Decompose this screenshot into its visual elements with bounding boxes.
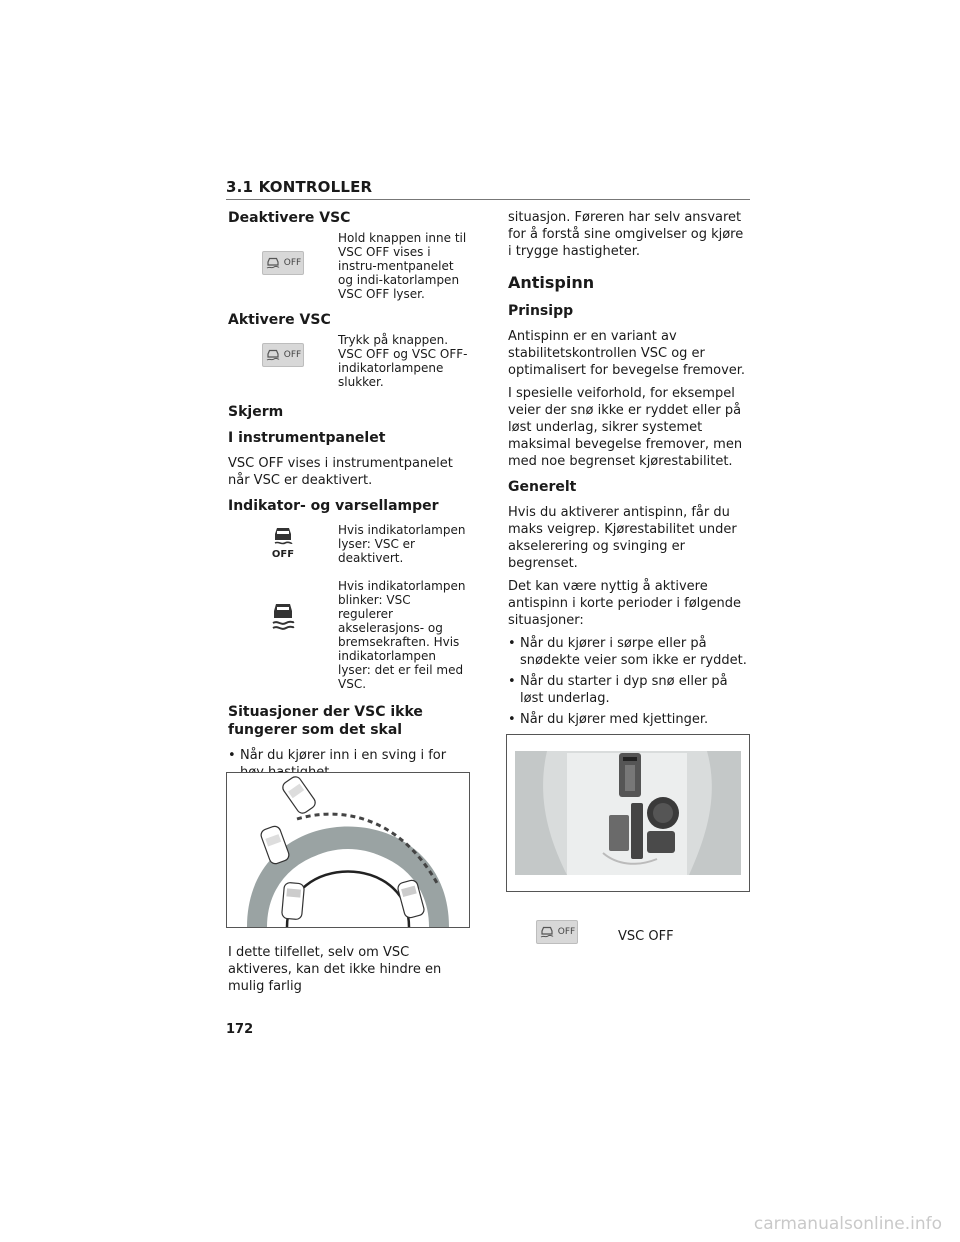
- activate-instruction: [228, 333, 470, 389]
- car-console-photo: [506, 734, 750, 892]
- header-rule: [226, 199, 750, 200]
- list-item: • Når du kjører inn i en sving i for: [228, 747, 470, 781]
- indicator-off-row: [228, 523, 470, 565]
- indicator-vsc-row: [228, 579, 470, 691]
- activate-vsc-heading: Aktivere VSC: [228, 312, 331, 328]
- general-paragraph-2: Det kan være nyttig å aktivere antispinn i korte perioder i følgende situasjoner:: [508, 579, 742, 628]
- activate-text: Trykk på knappen. VSC OFF og VSC OFF-indikatorlampene slukker.: [338, 333, 468, 389]
- continued-text: situasjon. Føreren har selv ansvaret for å forstå sine omgivelser og kjøre i trygge hastigheter.: [508, 210, 744, 259]
- list-item: • Når du kjører i sørpe eller på snødekte veier som ikke er ryddet.: [508, 635, 750, 669]
- antispin-heading: Antispinn: [508, 273, 595, 292]
- indicator-lamps-heading: Indikator- og varsellamper: [228, 498, 439, 514]
- screen-heading: Skjerm: [228, 404, 284, 420]
- deactivate-instruction: [228, 231, 470, 301]
- right-column: [508, 209, 750, 780]
- instrument-panel-text: VSC OFF vises i instrumentpanelet når VSC er deaktivert.: [228, 456, 453, 488]
- after-figure-text: I dette tilfellet, selv om VSC aktiveres, kan det ikke hindre en mulig farlig: [228, 945, 442, 994]
- section-header: 3.1 KONTROLLER: [226, 178, 373, 196]
- indicator-off-text: Hvis indikatorlampen lyser: VSC er deaktivert.: [338, 523, 466, 565]
- vsc-off-label: VSC OFF: [618, 929, 674, 944]
- curve-illustration: [226, 772, 470, 928]
- list-item: • Når du starter i dyp snø eller på løst underlag.: [508, 673, 750, 707]
- vsc-off-button-icon: OFF: [262, 343, 304, 367]
- general-paragraph-1: Hvis du aktiverer antispinn, får du maks veigrep. Kjørestabilitet under akselerering og svinging er begrenset.: [508, 505, 737, 571]
- deactivate-text: Hold knappen inne til VSC OFF vises i instru-mentpanelet og indi-katorlampen VSC OFF lyser.: [338, 231, 467, 301]
- deactivate-vsc-heading: Deaktivere VSC: [228, 210, 351, 226]
- situations-heading: Situasjoner der VSC ikke fungerer som det skal: [228, 704, 423, 738]
- vsc-off-button-icon: OFF: [262, 251, 304, 275]
- list-item: • Når du kjører med kjettinger.: [508, 711, 750, 728]
- left-column: [228, 209, 470, 781]
- page-number: 172: [226, 1022, 254, 1037]
- vsc-off-indicator-icon: [270, 525, 296, 559]
- watermark: carmanualsonline.info: [753, 1214, 942, 1234]
- instrument-panel-heading: I instrumentpanelet: [228, 430, 386, 446]
- general-heading: Generelt: [508, 479, 577, 495]
- principle-heading: Prinsipp: [508, 303, 574, 319]
- vsc-off-legend: [536, 920, 578, 944]
- svg-text:OFF: OFF: [271, 549, 295, 559]
- indicator-vsc-text: Hvis indikatorlampen blinker: VSC regulerer akselerasjons- og bremsekraften. Hvis indikatorlampen lyser: det er feil med VSC.: [338, 579, 466, 691]
- principle-paragraph-1: Antispinn er en variant av stabilitetskontrollen VSC og er optimalisert for bevegelse fremover.: [508, 329, 746, 378]
- principle-paragraph-2: I spesielle veiforhold, for eksempel veier der snø ikke er ryddet eller på løst underlag, sikrer systemet maksimal bevegelse fremover, men med noe begrenset kjørestabilitet.: [508, 386, 743, 469]
- vsc-indicator-icon: [269, 601, 297, 631]
- general-list: [508, 635, 750, 728]
- vsc-off-button-icon: OFF: [536, 920, 578, 944]
